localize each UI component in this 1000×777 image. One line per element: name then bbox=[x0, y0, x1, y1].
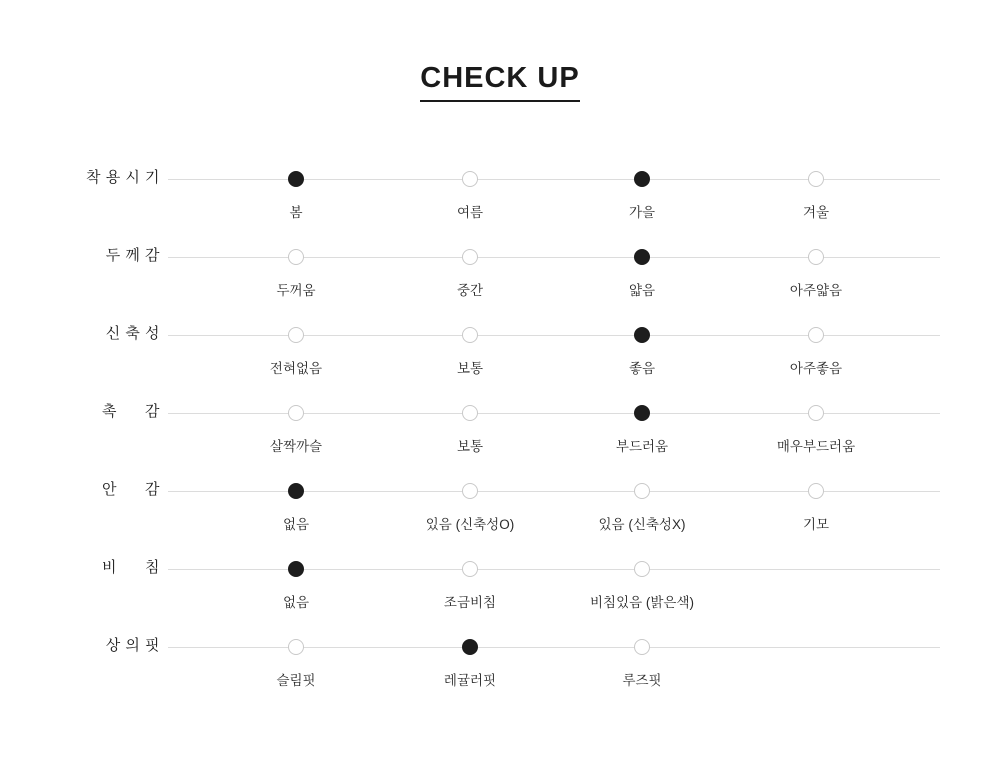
option-label: 루즈핏 bbox=[622, 673, 662, 688]
filled-dot-icon[interactable] bbox=[462, 639, 478, 655]
option-selected[interactable] bbox=[206, 460, 386, 533]
empty-dot-icon[interactable] bbox=[808, 327, 824, 343]
empty-dot-icon[interactable] bbox=[462, 249, 478, 265]
option-unselected[interactable] bbox=[726, 148, 906, 221]
option-label: 두꺼움 bbox=[276, 283, 316, 298]
option-unselected[interactable] bbox=[206, 304, 386, 377]
option-label: 부드러움 bbox=[615, 439, 669, 454]
option-selected[interactable] bbox=[206, 538, 386, 611]
row-label: 신 축 성 bbox=[105, 325, 160, 342]
option-unselected[interactable] bbox=[726, 460, 906, 533]
row-label: 상 의 핏 bbox=[105, 637, 160, 654]
option-label: 여름 bbox=[456, 205, 484, 220]
option-selected[interactable] bbox=[552, 382, 732, 455]
option-unselected[interactable] bbox=[206, 226, 386, 299]
option-label: 레귤러핏 bbox=[443, 673, 497, 688]
option-unselected[interactable] bbox=[206, 616, 386, 689]
row-options bbox=[168, 460, 940, 538]
filled-dot-icon[interactable] bbox=[634, 405, 650, 421]
empty-dot-icon[interactable] bbox=[462, 561, 478, 577]
option-label: 있음 (신축성O) bbox=[425, 517, 515, 532]
option-label: 매우부드러움 bbox=[776, 439, 856, 454]
empty-dot-icon[interactable] bbox=[634, 483, 650, 499]
option-selected[interactable] bbox=[206, 148, 386, 221]
option-selected[interactable] bbox=[552, 226, 732, 299]
empty-dot-icon[interactable] bbox=[808, 405, 824, 421]
filled-dot-icon[interactable] bbox=[288, 483, 304, 499]
empty-dot-icon[interactable] bbox=[808, 249, 824, 265]
option-label: 좋음 bbox=[628, 361, 656, 376]
option-unselected[interactable] bbox=[726, 226, 906, 299]
filled-dot-icon[interactable] bbox=[288, 561, 304, 577]
option-label: 없음 bbox=[282, 595, 310, 610]
page-title bbox=[0, 62, 1000, 102]
empty-dot-icon[interactable] bbox=[462, 405, 478, 421]
empty-dot-icon[interactable] bbox=[462, 171, 478, 187]
option-label: 중간 bbox=[456, 283, 484, 298]
option-label: 아주얇음 bbox=[789, 283, 843, 298]
row-label: 두 께 감 bbox=[105, 247, 160, 264]
option-label: 조금비침 bbox=[443, 595, 497, 610]
option-label: 있음 (신축성X) bbox=[598, 517, 686, 532]
option-selected[interactable] bbox=[380, 616, 560, 689]
option-unselected[interactable] bbox=[206, 382, 386, 455]
check-up-row bbox=[0, 226, 1000, 304]
empty-dot-icon[interactable] bbox=[634, 561, 650, 577]
option-unselected[interactable] bbox=[552, 616, 732, 689]
empty-dot-icon[interactable] bbox=[462, 483, 478, 499]
row-label: 착 용 시 기 bbox=[86, 169, 160, 186]
option-unselected[interactable] bbox=[380, 226, 560, 299]
row-options bbox=[168, 148, 940, 226]
option-label: 전혀없음 bbox=[269, 361, 323, 376]
option-label: 겨울 bbox=[802, 205, 830, 220]
check-up-row bbox=[0, 460, 1000, 538]
empty-dot-icon[interactable] bbox=[288, 405, 304, 421]
option-selected[interactable] bbox=[552, 304, 732, 377]
option-unselected[interactable] bbox=[726, 304, 906, 377]
row-options bbox=[168, 382, 940, 460]
option-unselected[interactable] bbox=[552, 460, 732, 533]
check-up-row bbox=[0, 148, 1000, 226]
option-label: 보통 bbox=[456, 361, 484, 376]
empty-dot-icon[interactable] bbox=[808, 171, 824, 187]
option-unselected[interactable] bbox=[380, 382, 560, 455]
row-options bbox=[168, 616, 940, 694]
empty-dot-icon[interactable] bbox=[288, 639, 304, 655]
filled-dot-icon[interactable] bbox=[288, 171, 304, 187]
row-label: 안 감 bbox=[102, 481, 160, 498]
row-label: 비 침 bbox=[102, 559, 160, 576]
empty-dot-icon[interactable] bbox=[462, 327, 478, 343]
option-label: 없음 bbox=[282, 517, 310, 532]
option-label: 보통 bbox=[456, 439, 484, 454]
filled-dot-icon[interactable] bbox=[634, 171, 650, 187]
option-unselected[interactable] bbox=[726, 382, 906, 455]
option-label: 가을 bbox=[628, 205, 656, 220]
option-label: 살짝까슬 bbox=[269, 439, 323, 454]
row-options bbox=[168, 226, 940, 304]
option-unselected[interactable] bbox=[380, 304, 560, 377]
option-label: 얇음 bbox=[628, 283, 656, 298]
check-up-row bbox=[0, 382, 1000, 460]
check-up-row bbox=[0, 538, 1000, 616]
page-title-text: CHECK UP bbox=[420, 62, 579, 102]
empty-dot-icon[interactable] bbox=[634, 639, 650, 655]
option-selected[interactable] bbox=[552, 148, 732, 221]
row-label: 촉 감 bbox=[102, 403, 160, 420]
filled-dot-icon[interactable] bbox=[634, 249, 650, 265]
empty-dot-icon[interactable] bbox=[288, 249, 304, 265]
option-label: 아주좋음 bbox=[789, 361, 843, 376]
option-unselected[interactable] bbox=[380, 148, 560, 221]
filled-dot-icon[interactable] bbox=[634, 327, 650, 343]
check-up-row bbox=[0, 304, 1000, 382]
check-up-row bbox=[0, 616, 1000, 694]
option-unselected[interactable] bbox=[380, 538, 560, 611]
option-unselected[interactable] bbox=[380, 460, 560, 533]
empty-dot-icon[interactable] bbox=[288, 327, 304, 343]
option-label: 슬림핏 bbox=[276, 673, 316, 688]
option-label: 기모 bbox=[802, 517, 830, 532]
check-up-chart bbox=[0, 148, 1000, 694]
option-label: 봄 bbox=[289, 205, 303, 220]
empty-dot-icon[interactable] bbox=[808, 483, 824, 499]
row-options bbox=[168, 538, 940, 616]
option-unselected[interactable] bbox=[552, 538, 732, 611]
option-label: 비침있음 (밝은색) bbox=[589, 595, 695, 610]
row-options bbox=[168, 304, 940, 382]
